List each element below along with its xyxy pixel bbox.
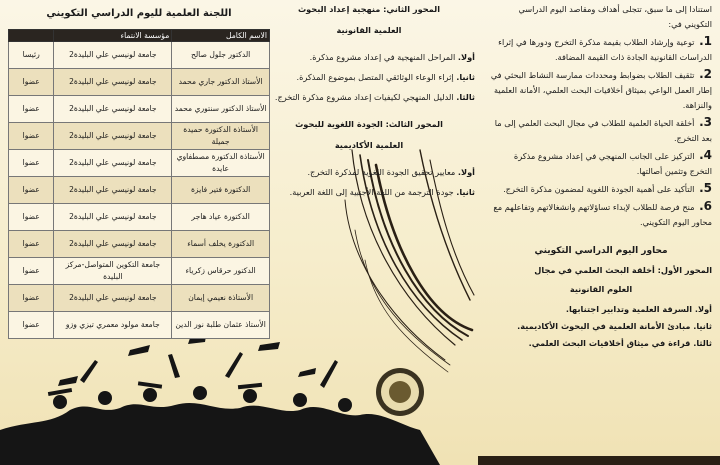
table-row — [9, 150, 270, 177]
table-row — [9, 42, 270, 69]
axis1-item: ثالثا. قراءة في ميثاق أخلاقيات البحث العلمي. — [528, 338, 712, 348]
table-row — [9, 177, 270, 204]
objective-item: 1. توعية وإرشاد الطلاب بقيمة مذكرة التخرج ودورها في إثراء الدراسات القانونية الجادة ذات القيمة المضافة. — [498, 34, 712, 62]
objective-item: 4. التركيز على الجانب المنهجي في إعداد مشروع مذكرة التخرج وتثمين أصالتها. — [513, 148, 712, 176]
axes-title: محاور اليوم الدراسي التكويني — [534, 246, 668, 256]
member-institution: جامعة التكوين المتواصل-مركز البليدة — [54, 258, 172, 285]
axis2-item: ثالثا. الدليل المنهجي لكيفيات إعداد مشروع مذكرة التخرج. — [274, 92, 475, 102]
member-role: عضوا — [9, 150, 54, 177]
committee-title: اللجنة العلمية لليوم الدراسي التكويني — [46, 8, 232, 19]
header-institution: مؤسسة الانتماء — [54, 30, 172, 42]
member-name: الأستاذة الدكتورة مصطفاوي عايدة — [172, 150, 270, 177]
axis2-subtitle: العلمية القانونية — [336, 25, 402, 35]
member-role: عضوا — [9, 285, 54, 312]
objectives-column — [490, 0, 712, 353]
table-row — [9, 204, 270, 231]
axis3-subtitle: العلمية الأكاديمية — [334, 140, 404, 150]
objective-item: 6. منح فرصة للطلاب لإبداء تساؤلاتهم وانشغالاتهم وتفاعلهم مع محاور اليوم التكويني. — [493, 199, 712, 227]
table-header-row — [9, 30, 270, 42]
axes-column — [263, 0, 475, 205]
axis3-item: أولا. معايير تحقيق الجودة اللغوية لمذكرة التخرج. — [307, 167, 475, 177]
axis1-title: المحور الأول: أخلقة البحث العلمي في مجال — [534, 265, 712, 275]
axis3-title: المحور الثالث: الجودة اللغوية للبحوث — [295, 119, 443, 129]
member-role: عضوا — [9, 123, 54, 150]
member-institution: جامعة لونيسي علي البليدة2 — [54, 42, 172, 69]
table-row — [9, 123, 270, 150]
axis2-item: أولا. المراحل المنهجية في إعداد مشروع مذكرة. — [309, 52, 475, 62]
member-role: عضوا — [9, 177, 54, 204]
member-name: الدكتورة عياد هاجر — [172, 204, 270, 231]
member-role: عضوا — [9, 69, 54, 96]
committee-table — [8, 29, 270, 339]
member-role: عضوا — [9, 96, 54, 123]
graduates-silhouette — [0, 336, 440, 465]
member-institution: جامعة لونيسي علي البليدة2 — [54, 204, 172, 231]
member-name: الأستاذة نعيمي إيمان — [172, 285, 270, 312]
member-name: الأستاذ عثمان طلبة نور الدين — [172, 312, 270, 339]
axis2-item: ثانيا. إثراء الوعاء الوثائقي المتصل بموضوع المذكرة. — [296, 72, 475, 82]
member-name: الدكتور حرقاس زكرياء — [172, 258, 270, 285]
member-role: رئيسا — [9, 42, 54, 69]
axis3-item: ثانيا. جودة الترجمة من اللغة الأجنبية إلى اللغة العربية. — [289, 187, 475, 197]
member-role: عضوا — [9, 312, 54, 339]
member-role: عضوا — [9, 231, 54, 258]
member-role: عضوا — [9, 204, 54, 231]
member-institution: جامعة مولود معمري تيزي وزو — [54, 312, 172, 339]
objective-item: 5. التأكيد على أهمية الجودة اللغوية لمضمون مذكرة التخرج. — [503, 181, 712, 195]
axis1-item: أولا. السرقة العلمية وتدابير اجتنابها. — [565, 304, 712, 314]
member-institution: جامعة لونيسي علي البليدة2 — [54, 96, 172, 123]
axis2-title: المحور الثاني: منهجية إعداد البحوث — [297, 4, 441, 14]
member-name: الدكتورة فتير فايزة — [172, 177, 270, 204]
table-row — [9, 312, 270, 339]
objectives-intro: استنادا إلى ما سبق، تتجلى أهداف ومقاصد اليوم الدراسي التكويني في: — [518, 4, 712, 29]
table-row — [9, 285, 270, 312]
member-institution: جامعة لونيسي علي البليدة2 — [54, 231, 172, 258]
table-row — [9, 258, 270, 285]
member-institution: جامعة لونيسي علي البليدة2 — [54, 285, 172, 312]
member-institution: جامعة لونيسي علي البليدة2 — [54, 177, 172, 204]
member-institution: جامعة لونيسي علي البليدة2 — [54, 123, 172, 150]
member-name: الأستاذة الدكتورة حميدة جميلة — [172, 123, 270, 150]
member-institution: جامعة لونيسي علي البليدة2 — [54, 150, 172, 177]
member-name: الدكتور جلول صالح — [172, 42, 270, 69]
university-emblem — [376, 368, 424, 416]
table-row — [9, 69, 270, 96]
objective-item: 3. أخلقة الحياة العلمية للطلاب في مجال البحث العلمي إلى ما بعد التخرج. — [494, 115, 712, 143]
table-row — [9, 96, 270, 123]
axis1-item: ثانيا. مبادئ الأمانة العلمية في البحوث الأكاديمية. — [517, 321, 712, 331]
header-role — [9, 30, 54, 42]
axis1-subtitle: العلوم القانونية — [569, 284, 633, 294]
member-name: الأستاذ الدكتور جاري محمد — [172, 69, 270, 96]
objective-item: 2. تثقيف الطلاب بضوابط ومحددات ممارسة النشاط البحثي في إطار العمل الواعي بميثاق أخلاقيات البحث العلمي، الأمانة العلمية والنزاهة. — [490, 67, 712, 110]
header-name: الاسم الكامل — [172, 30, 270, 42]
member-role: عضوا — [9, 258, 54, 285]
member-name: الأستاذ الدكتور سنتوري محمد — [172, 96, 270, 123]
member-institution: جامعة لونيسي علي البليدة2 — [54, 69, 172, 96]
member-name: الدكتورة يخلف أسماء — [172, 231, 270, 258]
table-row — [9, 231, 270, 258]
footer-band — [478, 456, 720, 465]
committee-section — [8, 8, 270, 339]
